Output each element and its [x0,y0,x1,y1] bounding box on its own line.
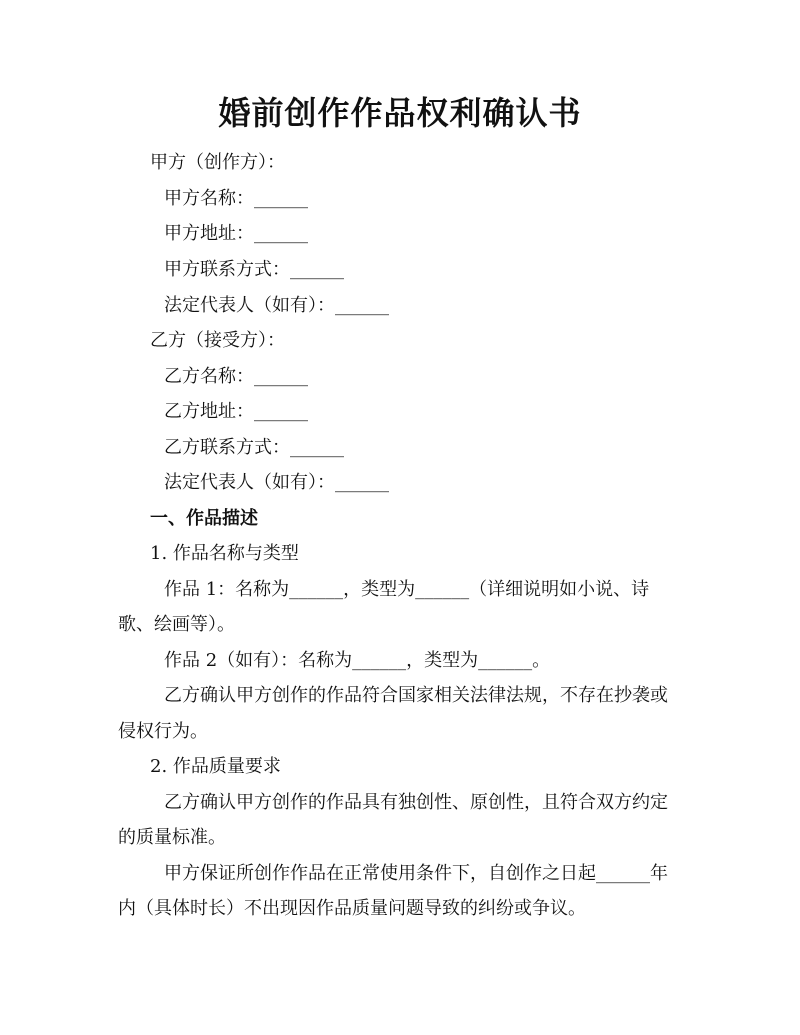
party-b-address: 乙方地址：______ [164,401,308,422]
party-b-header: 乙方（接受方）： [150,330,285,351]
work1-paragraph-line1: 作品 1：名称为______，类型为______（详细说明如小说、诗 [164,579,650,600]
party-a-representative: 法定代表人（如有）：______ [164,295,389,316]
party-a-address: 甲方地址：______ [164,223,308,244]
party-b-name: 乙方名称：______ [164,366,308,387]
party-a-header: 甲方（创作方）： [150,152,285,173]
work1-paragraph-line2: 歌、绘画等）。 [118,614,235,635]
party-b-representative: 法定代表人（如有）：______ [164,472,389,493]
party-a-name: 甲方名称：______ [164,188,308,209]
party-b-contact: 乙方联系方式：______ [164,437,344,458]
guarantee-paragraph-line1: 甲方保证所创作作品在正常使用条件下，自创作之日起______年 [164,863,668,884]
item-work-name-type: 1. 作品名称与类型 [150,543,299,564]
quality-paragraph-line1: 乙方确认甲方创作的作品具有独创性、原创性，且符合双方约定 [164,792,668,813]
confirm-paragraph-line2: 侵权行为。 [118,721,208,742]
confirm-paragraph-line1: 乙方确认甲方创作的作品符合国家相关法律法规，不存在抄袭或 [164,685,668,706]
quality-paragraph-line2: 的质量标准。 [118,827,226,848]
item-quality-requirements: 2. 作品质量要求 [150,756,281,777]
guarantee-paragraph-line2: 内（具体时长）不出现因作品质量问题导致的纠纷或争议。 [118,898,586,919]
document-title: 婚前创作作品权利确认书 [218,94,582,132]
work2-paragraph: 作品 2（如有）：名称为______，类型为______。 [164,650,551,671]
party-a-contact: 甲方联系方式：______ [164,259,344,280]
section-work-description-heading: 一、作品描述 [150,508,258,529]
